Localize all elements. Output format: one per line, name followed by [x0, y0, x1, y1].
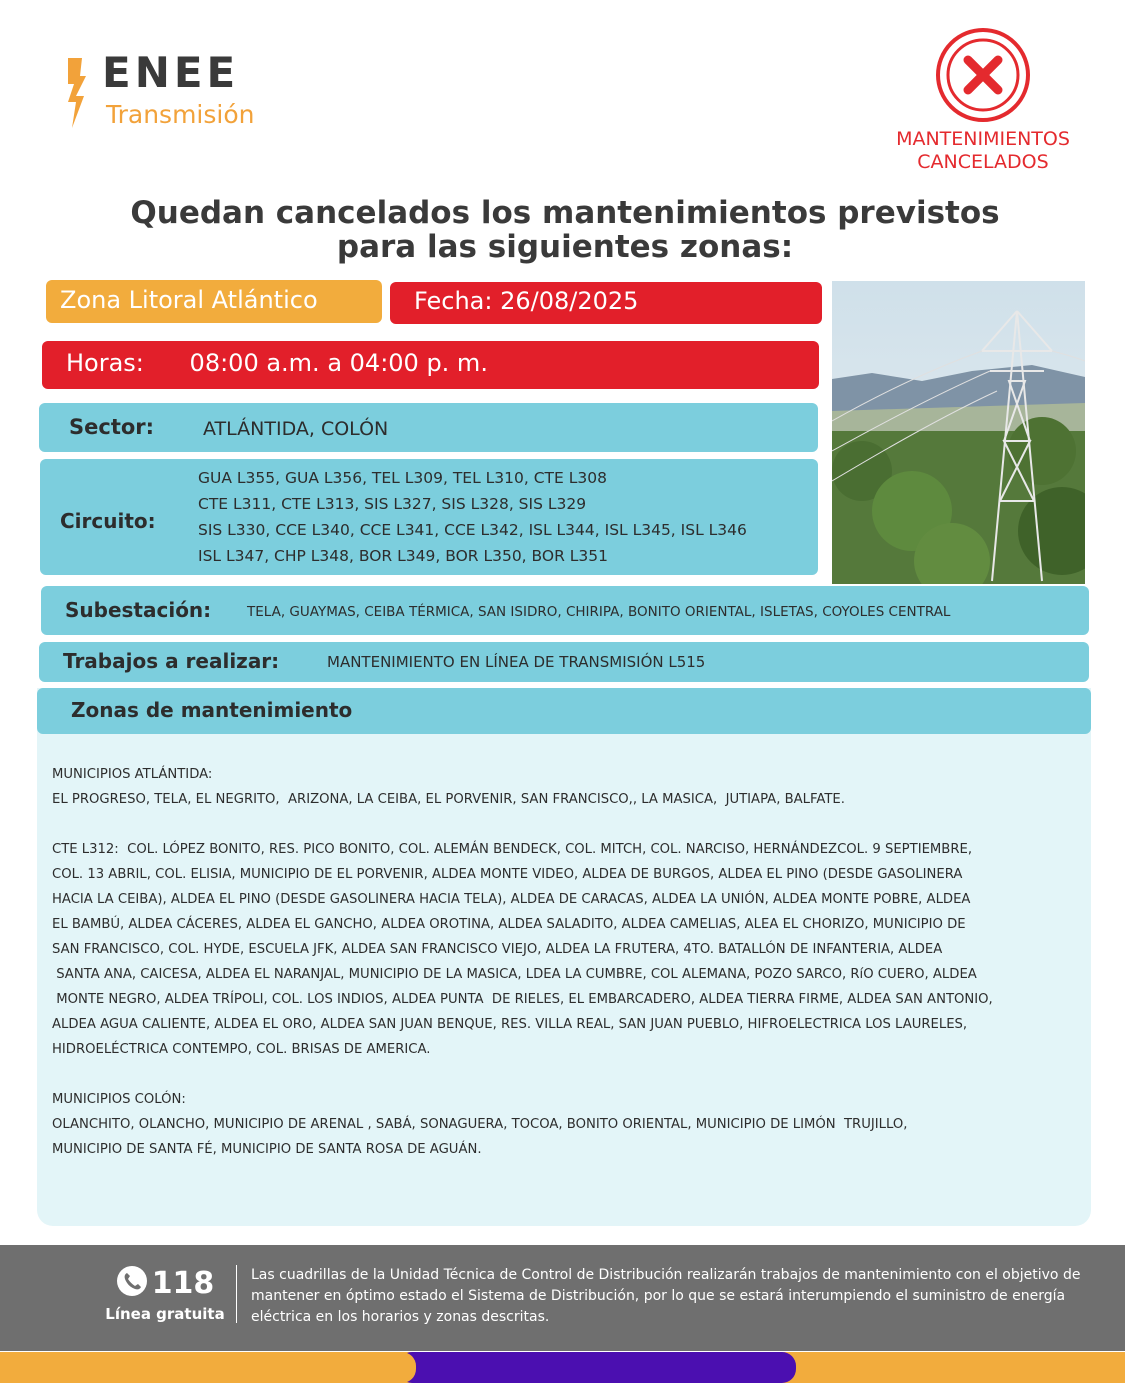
horas-value: 08:00 a.m. a 04:00 p. m.: [189, 349, 488, 377]
circuito-line: ISL L347, CHP L348, BOR L349, BOR L350, BOR L351: [198, 547, 609, 565]
subestacion-value: TELA, GUAYMAS, CEIBA TÉRMICA, SAN ISIDRO, CHIRIPA, BONITO ORIENTAL, ISLETAS, COYOLES CENTRAL: [247, 604, 951, 620]
hotline-number: 118: [151, 1266, 215, 1301]
zonas-paragraph: MUNICIPIOS COLÓN: OLANCHITO, OLANCHO, MUNICIPIO DE ARENAL , SABÁ, SONAGUERA, TOCOA, BONITO ORIENTAL, MUNICIPIO DE LIMÓN TRUJILLO, MUNICIPIO DE SANTA FÉ, MUNICIPIO DE SANTA ROSA DE AGUÁN.: [52, 1092, 908, 1157]
circuito-lines: [198, 465, 747, 569]
headline-line2: para las siguientes zonas:: [336, 229, 794, 265]
zonas-label: Zonas de mantenimiento: [71, 698, 353, 722]
footer: [0, 1245, 1125, 1351]
sector-value: ATLÁNTIDA, COLÓN: [203, 418, 389, 440]
circuito-line: CTE L311, CTE L313, SIS L327, SIS L328, SIS L329: [198, 495, 587, 513]
trabajos-value: MANTENIMIENTO EN LÍNEA DE TRANSMISIÓN L515: [327, 653, 706, 671]
bottom-bar-left: [0, 1352, 416, 1383]
subestacion-label: Subestación:: [65, 598, 212, 622]
cancel-x-icon: [934, 26, 1032, 124]
sector-label: Sector:: [69, 415, 155, 439]
zonas-header: [37, 688, 1091, 734]
brand-name: ENEE: [102, 48, 240, 97]
circuito-label: Circuito:: [60, 509, 156, 533]
fecha-pill: [390, 282, 822, 324]
badge-line1: MANTENIMIENTOS: [896, 128, 1070, 150]
brand-subtitle: Transmisión: [106, 100, 255, 129]
tower-photo: [832, 281, 1085, 584]
sector-box: [39, 403, 818, 452]
footer-note: Las cuadrillas de la Unidad Técnica de Control de Distribución realizarán trabajos de mantenimiento con el objetivo de mantener en óptimo estado el Sistema de Distribución, por lo que se estará interumpiendo el suministro de energía eléctrica en los horarios y zonas descritas.: [251, 1267, 1081, 1325]
trabajos-label: Trabajos a realizar:: [63, 649, 280, 673]
tower-logo-icon: [62, 56, 96, 130]
circuito-line: GUA L355, GUA L356, TEL L309, TEL L310, CTE L308: [198, 469, 607, 487]
fecha-value: 26/08/2025: [500, 287, 639, 315]
badge-line2: CANCELADOS: [917, 151, 1049, 173]
hotline: [100, 1265, 230, 1323]
horas-pill: [42, 341, 819, 389]
zonas-paragraph: CTE L312: COL. LÓPEZ BONITO, RES. PICO BONITO, COL. ALEMÁN BENDECK, COL. MITCH, COL. NARCISO, HERNÁNDEZCOL. 9 SEPTIEMBRE, COL. 13 ABRIL, COL. ELISIA, MUNICIPIO DE EL PORVENIR, ALDEA MONTE VIDEO, ALDEA DE BURGOS, ALDEA EL PINO (DESDE GASOLINERA HACIA LA CEIBA), ALDEA EL PINO (DESDE GASOLINERA HACIA TELA), ALDEA DE CARACAS, ALDEA LA UNIÓN, ALDEA MONTE POBRE, ALDEA EL BAMBÚ, ALDEA CÁCERES, ALDEA EL GANCHO, ALDEA OROTINA, ALDEA SALADITO, ALDEA CAMELIAS, ALEA EL CHORIZO, MUNICIPIO DE SAN FRANCISCO, COL. HYDE, ESCUELA JFK, ALDEA SAN FRANCISCO VIEJO, ALDEA LA FRUTERA, 4TO. BATALLÓN DE INFANTERIA, ALDEA SANTA ANA, CAICESA, ALDEA EL NARANJAL, MUNICIPIO DE LA MASICA, LDEA LA CUMBRE, COL ALEMANA, POZO SARCO, RíO CUERO, ALDEA MONTE NEGRO, ALDEA TRÍPOLI, COL. LOS INDIOS, ALDEA PUNTA DE RIELES, EL EMBARCADERO, ALDEA TIERRA FIRME, ALDEA SAN ANTONIO, ALDEA AGUA CALIENTE, ALDEA EL ORO, ALDEA SAN JUAN BENQUE, RES. VILLA REAL, SAN JUAN PUEBLO, HIFROELECTRICA LOS LAURELES, HIDROELÉCTRICA CONTEMPO, COL. BRISAS DE AMERICA.: [52, 842, 993, 1057]
phone-icon: [116, 1265, 148, 1297]
headline-line1: Quedan cancelados los mantenimientos previstos: [130, 195, 1000, 231]
footer-divider: [236, 1265, 237, 1323]
subestacion-box: [41, 586, 1089, 635]
zonas-body: [52, 762, 1102, 1187]
horas-label: Horas:: [66, 349, 144, 377]
trabajos-box: [39, 642, 1089, 682]
zonas-paragraph: MUNICIPIOS ATLÁNTIDA: EL PROGRESO, TELA, EL NEGRITO, ARIZONA, LA CEIBA, EL PORVENIR, SAN FRANCISCO,, LA MASICA, JUTIAPA, BALFATE.: [52, 767, 845, 807]
page-title: [60, 196, 1070, 264]
zona-pill: Zona Litoral Atlántico: [46, 280, 382, 323]
fecha-label: Fecha:: [414, 287, 493, 315]
hotline-label: Línea gratuita: [105, 1305, 225, 1323]
enee-logo: [62, 48, 302, 136]
bottom-bar-accent: [398, 1352, 796, 1383]
circuito-line: SIS L330, CCE L340, CCE L341, CCE L342, ISL L344, ISL L345, ISL L346: [198, 521, 747, 539]
cancel-badge: [868, 26, 1098, 176]
circuito-box: [40, 459, 818, 575]
